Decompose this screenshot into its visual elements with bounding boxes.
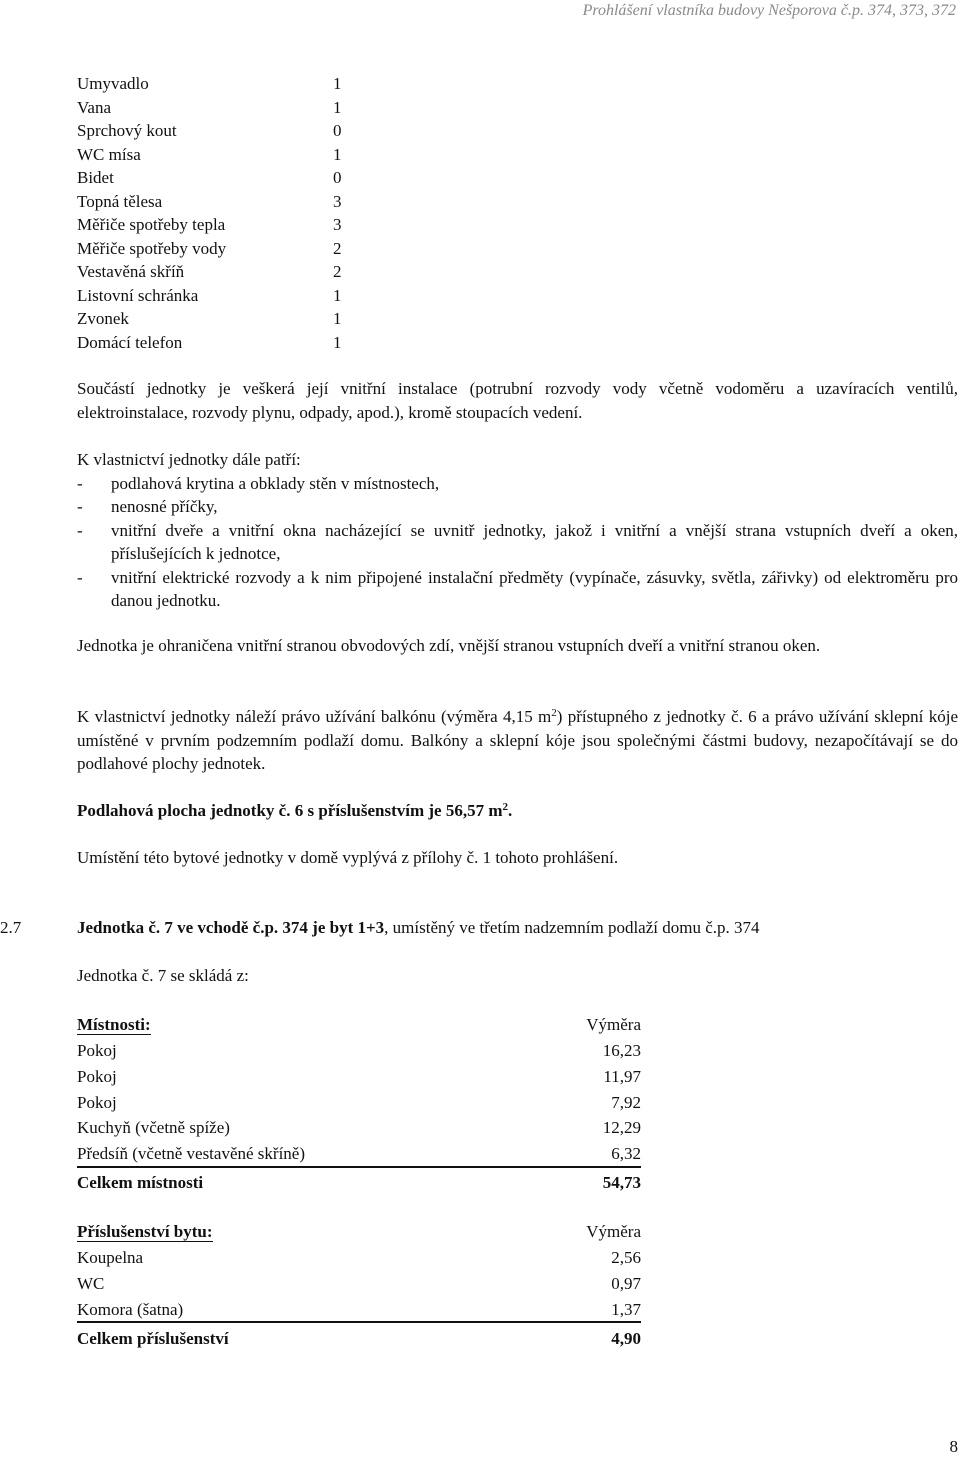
- equipment-count: 1: [333, 97, 342, 117]
- floor-area-end: .: [508, 801, 513, 820]
- balcony-text-2: ) přístupného z jednotky č. 6 a právo užívání sklepní kóje umístěné v prvním podzemním podlaží domu. Balkóny a sklepní kóje jsou společnými částmi budovy, nezapočítávají se do podlahové plochy jednotek.: [77, 707, 958, 773]
- table-total-row: [77, 1322, 641, 1350]
- equipment-name: Bidet: [77, 168, 114, 187]
- page-number: 8: [949, 1437, 958, 1456]
- balcony-paragraph: [77, 705, 958, 776]
- list-item: - vnitřní elektrické rozvody a k nim připojené instalační předměty (vypínače, zásuvky, světla, zářivky) od elektroměru pro danou jednotku.: [77, 566, 958, 613]
- room-name: Kuchyň (včetně spíže): [77, 1118, 230, 1138]
- accessory-name: WC: [77, 1273, 105, 1293]
- list-item: - vnitřní dveře a vnitřní okna nacházející se uvnitř jednotky, jakož i vnitřní a vnější strana vstupních dveří a oken, příslušejících k jednotce,: [77, 519, 958, 566]
- equipment-count: 3: [333, 191, 342, 211]
- location-paragraph: Umístění této bytové jednotky v domě vyplývá z přílohy č. 1 tohoto prohlášení.: [77, 848, 619, 867]
- table-row: [77, 1270, 641, 1296]
- rooms-table: [77, 1011, 641, 1195]
- table-total-row: [77, 1167, 641, 1195]
- table-row: [77, 1037, 641, 1063]
- section-title-rest: , umístěný ve třetím nadzemním podlaží domu č.p. 374: [384, 918, 760, 937]
- equipment-count: 1: [333, 74, 342, 93]
- superscript: 2: [551, 707, 557, 719]
- accessory-name: Komora (šatna): [77, 1299, 184, 1319]
- room-area: 6,32: [611, 1144, 641, 1164]
- rooms-header-label: Místnosti:: [77, 1015, 151, 1035]
- list-item: [77, 284, 347, 308]
- equipment-name: Zvonek: [77, 309, 129, 328]
- accessory-name: Koupelna: [77, 1248, 144, 1268]
- room-name: Předsíň (včetně vestavěné skříně): [77, 1144, 305, 1164]
- equipment-name: Umyvadlo: [77, 74, 149, 93]
- list-item: [77, 307, 347, 331]
- installation-paragraph: Součástí jednotky je veškerá její vnitřní instalace (potrubní rozvody vody včetně vodoměru a uzavíracích ventilů, elektroinstalace, rozvody plynu, odpady, apod.), kromě stoupacích vedení.: [77, 379, 958, 422]
- list-item: [77, 96, 347, 120]
- equipment-count: 1: [333, 309, 342, 328]
- floor-area-text: Podlahová plocha jednotky č. 6 s příslušenstvím je 56,57 m: [77, 801, 503, 820]
- room-name: Pokoj: [77, 1066, 117, 1086]
- equipment-name: Domácí telefon: [77, 332, 183, 352]
- table-header: [77, 1011, 641, 1037]
- section-title-bold: Jednotka č. 7 ve vchodě č.p. 374 je byt 1+3: [77, 918, 385, 937]
- room-area: 11,97: [603, 1066, 641, 1086]
- ownership-section: [77, 448, 958, 613]
- page-header: Prohlášení vlastníka budovy Nešporova č.p. 374, 373, 372: [582, 2, 956, 19]
- superscript: 2: [502, 801, 508, 813]
- equipment-name: Sprchový kout: [77, 121, 177, 140]
- table-row: [77, 1063, 641, 1089]
- equipment-count: 1: [333, 285, 342, 305]
- accessories-header-label: Příslušenství bytu:: [77, 1222, 213, 1242]
- accessory-area: 1,37: [611, 1299, 641, 1319]
- table-row: [77, 1244, 641, 1270]
- rooms-total-label: Celkem místnosti: [77, 1167, 532, 1195]
- accessory-area: 0,97: [611, 1273, 641, 1293]
- table-row: [77, 1295, 641, 1322]
- accessories-total-value: 4,90: [491, 1322, 641, 1350]
- list-item: [77, 72, 347, 96]
- room-name: Pokoj: [77, 1092, 117, 1112]
- list-item: [77, 331, 347, 355]
- floor-area-paragraph: [77, 799, 958, 823]
- equipment-list: [77, 72, 347, 354]
- table-header: [77, 1218, 641, 1244]
- room-name: Pokoj: [77, 1041, 117, 1061]
- table-row: [77, 1114, 641, 1140]
- list-item: [77, 190, 347, 214]
- equipment-count: 1: [333, 332, 342, 352]
- list-item: [77, 166, 347, 190]
- rooms-total-value: 54,73: [532, 1167, 641, 1195]
- equipment-name: Měřiče spotřeby vody: [77, 238, 227, 258]
- balcony-text-1: K vlastnictví jednotky náleží právo užívání balkónu (výměra 4,15 m: [77, 707, 552, 726]
- list-item: - podlahová krytina a obklady stěn v místnostech,: [77, 472, 958, 496]
- equipment-name: Listovní schránka: [77, 285, 199, 305]
- ownership-intro: K vlastnictví jednotky dále patří:: [77, 450, 301, 469]
- list-item: - nenosné příčky,: [77, 495, 958, 519]
- list-item: [77, 143, 347, 167]
- accessory-area: 2,56: [611, 1248, 641, 1268]
- rooms-header-value: Výměra: [586, 1015, 641, 1035]
- equipment-count: 3: [333, 215, 342, 234]
- equipment-count: 2: [333, 238, 342, 258]
- table-row: [77, 1140, 641, 1167]
- room-area: 7,92: [611, 1092, 641, 1112]
- list-item: [77, 260, 347, 284]
- room-area: 16,23: [602, 1041, 641, 1061]
- accessories-table: [77, 1218, 641, 1350]
- equipment-count: 0: [333, 121, 342, 140]
- room-area: 12,29: [602, 1118, 641, 1138]
- equipment-name: WC mísa: [77, 144, 141, 164]
- equipment-name: Měřiče spotřeby tepla: [77, 215, 226, 234]
- equipment-count: 2: [333, 262, 342, 281]
- equipment-name: Vana: [77, 97, 111, 117]
- table-row: [77, 1088, 641, 1114]
- list-item: [77, 213, 347, 237]
- equipment-name: Topná tělesa: [77, 191, 163, 211]
- ownership-list: [77, 472, 958, 613]
- equipment-name: Vestavěná skříň: [77, 262, 185, 281]
- list-item: [77, 237, 347, 261]
- section-number: 2.7: [0, 918, 22, 937]
- list-item: [77, 119, 347, 143]
- equipment-count: 1: [333, 144, 342, 164]
- accessories-header-value: Výměra: [586, 1222, 641, 1242]
- composition-paragraph: Jednotka č. 7 se skládá z:: [77, 966, 249, 985]
- equipment-count: 0: [333, 168, 342, 187]
- boundary-paragraph: Jednotka je ohraničena vnitřní stranou obvodových zdí, vnější stranou vstupních dveří a vnitřní stranou oken.: [77, 636, 821, 655]
- accessories-total-label: Celkem příslušenství: [77, 1322, 491, 1350]
- section-title: [77, 916, 760, 940]
